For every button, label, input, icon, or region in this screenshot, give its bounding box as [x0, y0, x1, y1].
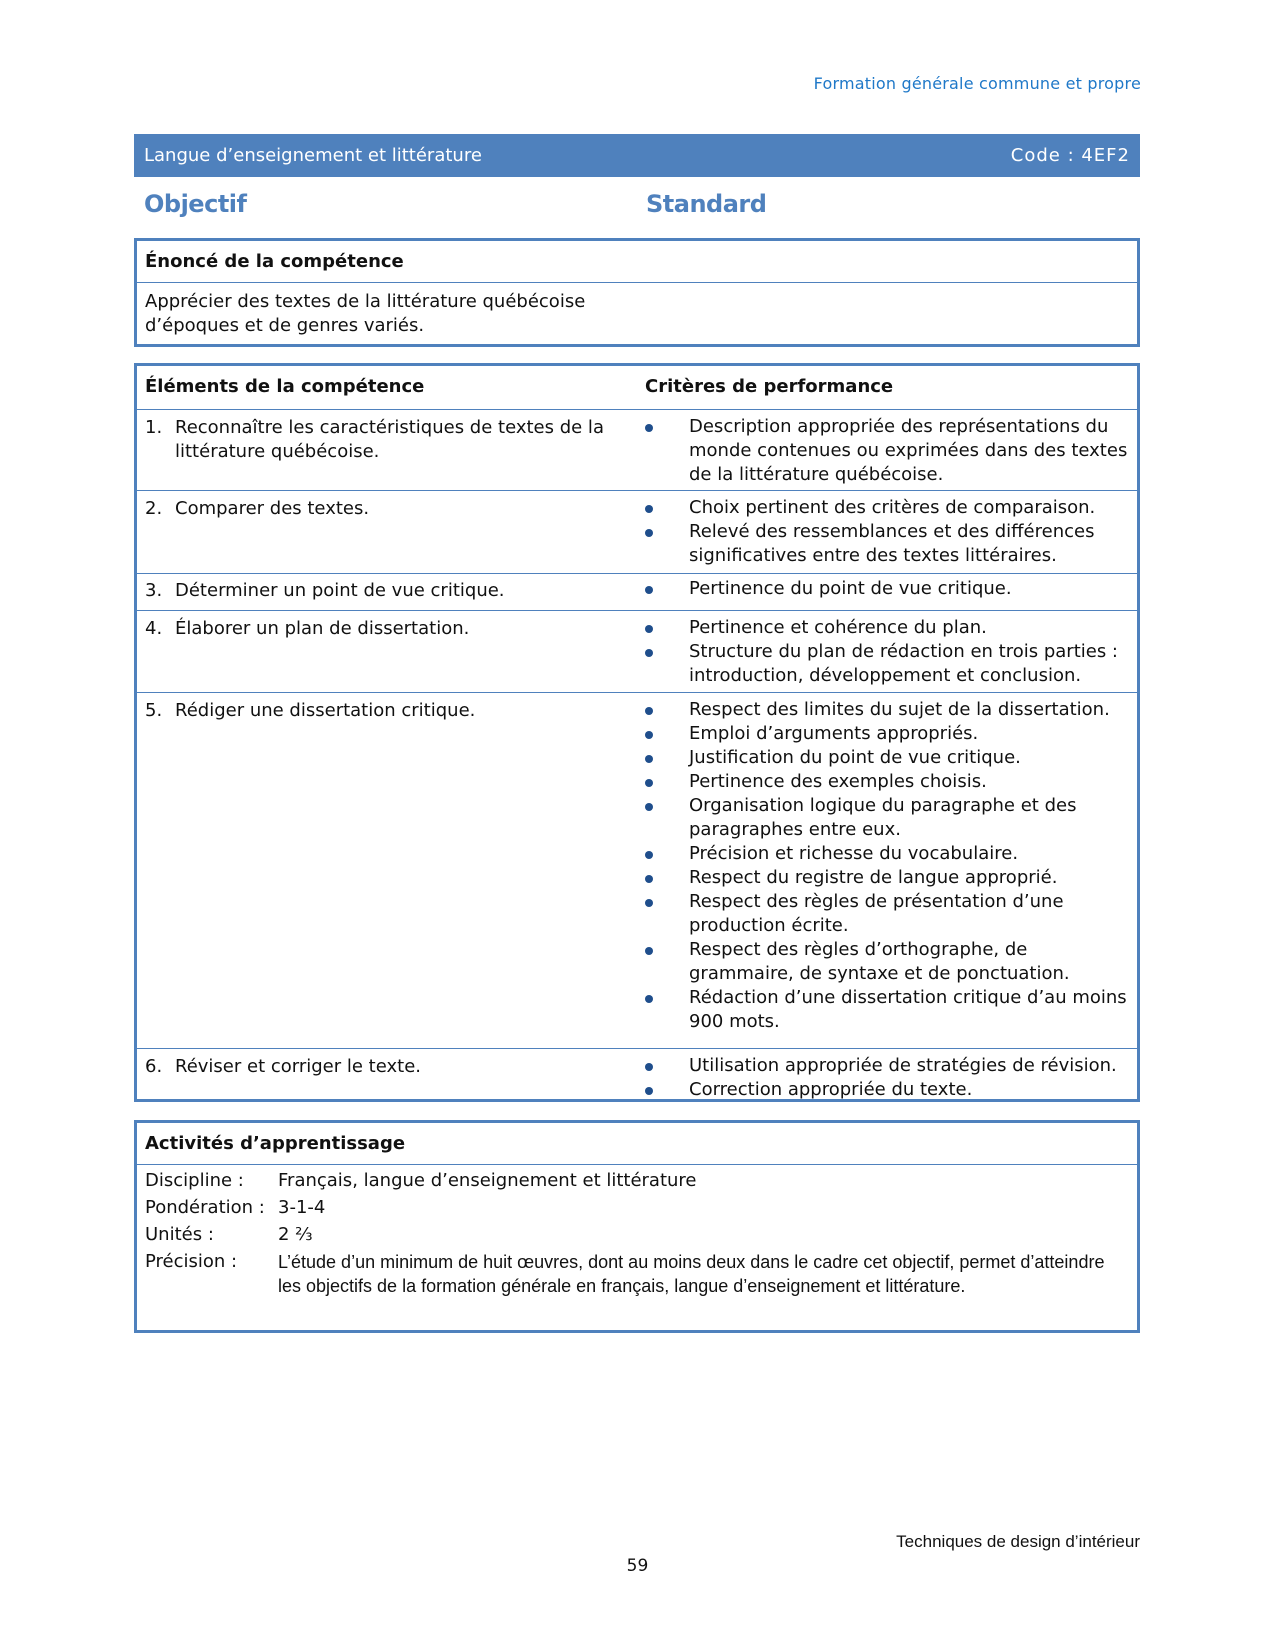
elements-table-header	[137, 366, 1137, 409]
field-value: 3-1-4	[278, 1197, 326, 1218]
bullet-icon	[645, 866, 689, 890]
course-banner	[134, 134, 1140, 177]
criterion-item: Respect du registre de langue approprié.	[645, 866, 1129, 890]
table-row	[137, 573, 1137, 610]
activity-field-precision	[145, 1250, 1129, 1298]
criterion-item: Précision et richesse du vocabulaire.	[645, 842, 1129, 866]
bullet-icon	[645, 938, 689, 986]
competence-header-row	[137, 241, 1137, 282]
element-number: 2.	[145, 498, 163, 519]
competence-header: Énoncé de la compétence	[145, 251, 404, 272]
bullet-icon	[645, 770, 689, 794]
bullet-icon	[645, 496, 689, 520]
banner-title: Langue d’enseignement et littérature	[144, 145, 482, 166]
page-number: 59	[626, 1556, 649, 1576]
element-text: Rédiger une dissertation critique.	[175, 700, 476, 721]
element-number: 4.	[145, 618, 163, 639]
field-label: Unités :	[145, 1224, 214, 1245]
bullet-icon	[645, 794, 689, 842]
competence-statement-row	[137, 282, 1137, 344]
element-number: 3.	[145, 580, 163, 601]
criterion-item: Organisation logique du paragraphe et des paragraphes entre eux.	[645, 794, 1129, 842]
criterion-item: Utilisation appropriée de stratégies de révision.	[645, 1054, 1129, 1078]
footer-program-title: Techniques de design d’intérieur	[896, 1532, 1140, 1551]
criterion-item: Justification du point de vue critique.	[645, 746, 1129, 770]
field-value: 2 ⅔	[278, 1224, 313, 1245]
subtitles	[134, 190, 1140, 224]
element-number: 5.	[145, 700, 163, 721]
criterion-item: Respect des limites du sujet de la dissertation.	[645, 698, 1129, 722]
bullet-icon	[645, 722, 689, 746]
activities-header-row	[137, 1123, 1137, 1164]
table-row	[137, 610, 1137, 692]
bullet-icon	[645, 577, 689, 601]
bullet-icon	[645, 616, 689, 640]
bullet-icon	[645, 1054, 689, 1078]
criteria-column-header: Critères de performance	[645, 376, 894, 397]
criterion-item: Choix pertinent des critères de comparaison.	[645, 496, 1129, 520]
criterion-item: Rédaction d’une dissertation critique d’au moins 900 mots.	[645, 986, 1129, 1034]
element-text: Comparer des textes.	[175, 498, 370, 519]
table-row	[137, 1048, 1137, 1105]
activity-field-discipline	[145, 1169, 1129, 1193]
field-value: L’étude d’un minimum de huit œuvres, dont au moins deux dans le cadre cet objectif, permet d’atteindre les objectifs de la formation générale en français, langue d’enseignement et littérature.	[278, 1252, 1105, 1296]
criterion-item: Pertinence du point de vue critique.	[645, 577, 1129, 601]
competence-box	[134, 238, 1140, 347]
element-text: Reconnaître les caractéristiques de textes de la littérature québécoise.	[175, 417, 604, 462]
objectif-heading: Objectif	[144, 190, 247, 218]
activity-field-ponderation	[145, 1196, 1129, 1220]
criterion-item: Emploi d’arguments appropriés.	[645, 722, 1129, 746]
criterion-item: Pertinence et cohérence du plan.	[645, 616, 1129, 640]
competence-statement: Apprécier des textes de la littérature québécoise d’époques et de genres variés.	[145, 291, 586, 336]
bullet-icon	[645, 890, 689, 938]
bullet-icon	[645, 520, 689, 568]
standard-heading: Standard	[646, 190, 767, 218]
elements-table	[134, 363, 1140, 1102]
criterion-item: Correction appropriée du texte.	[645, 1078, 1129, 1102]
bullet-icon	[645, 1078, 689, 1102]
bullet-icon	[645, 842, 689, 866]
criterion-item: Pertinence des exemples choisis.	[645, 770, 1129, 794]
field-label: Pondération :	[145, 1197, 265, 1218]
bullet-icon	[645, 746, 689, 770]
element-text: Élaborer un plan de dissertation.	[175, 618, 470, 639]
table-row	[137, 409, 1137, 490]
criterion-item: Structure du plan de rédaction en trois parties : introduction, développement et conclusion.	[645, 640, 1129, 688]
activities-header: Activités d’apprentissage	[145, 1133, 406, 1154]
section-header: Formation générale commune et propre	[813, 74, 1141, 93]
bullet-icon	[645, 698, 689, 722]
criterion-item: Description appropriée des représentations du monde contenues ou exprimées dans des textes de la littérature québécoise.	[645, 415, 1129, 487]
activities-box	[134, 1120, 1140, 1333]
field-label: Discipline :	[145, 1170, 244, 1191]
activities-body	[137, 1164, 1137, 1313]
table-row	[137, 490, 1137, 573]
field-value: Français, langue d’enseignement et littérature	[278, 1170, 697, 1191]
bullet-icon	[645, 415, 689, 487]
element-text: Déterminer un point de vue critique.	[175, 580, 505, 601]
bullet-icon	[645, 986, 689, 1034]
criterion-item: Relevé des ressemblances et des différences significatives entre des textes littéraires.	[645, 520, 1129, 568]
element-text: Réviser et corriger le texte.	[175, 1056, 421, 1077]
field-label: Précision :	[145, 1251, 238, 1272]
table-row	[137, 692, 1137, 1048]
element-number: 1.	[145, 417, 163, 438]
bullet-icon	[645, 640, 689, 688]
criterion-item: Respect des règles d’orthographe, de grammaire, de syntaxe et de ponctuation.	[645, 938, 1129, 986]
elements-column-header: Éléments de la compétence	[145, 376, 425, 397]
course-code: Code : 4EF2	[1010, 145, 1130, 166]
criterion-item: Respect des règles de présentation d’une production écrite.	[645, 890, 1129, 938]
element-number: 6.	[145, 1056, 163, 1077]
activity-field-unites	[145, 1223, 1129, 1247]
